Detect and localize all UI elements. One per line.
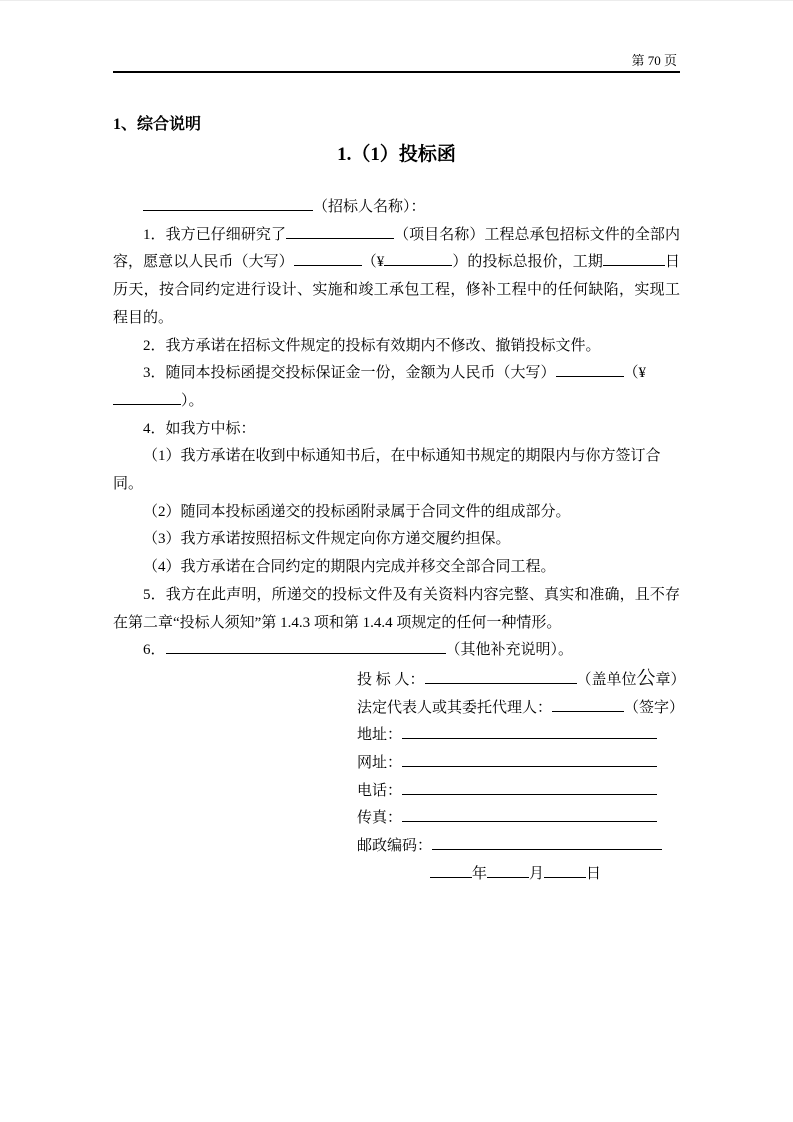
blank-line xyxy=(603,254,665,267)
text-run: 2．我方承诺在招标文件规定的投标有效期内不修改、撤销投标文件。 xyxy=(143,337,601,354)
blank-line xyxy=(143,198,313,211)
paragraph xyxy=(113,443,680,498)
paragraph xyxy=(113,526,680,554)
text-run: （盖单位 xyxy=(576,671,637,688)
blank-line xyxy=(402,754,657,767)
text-run: （3）我方承诺按照招标文件规定向你方递交履约担保。 xyxy=(143,531,511,548)
blank-line xyxy=(294,254,362,267)
signature-block xyxy=(357,665,686,889)
page-number: 第 70 页 xyxy=(628,51,680,73)
blank-line xyxy=(286,226,394,239)
blank-line xyxy=(432,837,662,850)
blank-line xyxy=(552,699,624,712)
text-run: 3．随同本投标函提交投标保证金一份，金额为人民币（大写） xyxy=(143,365,556,382)
paragraph xyxy=(113,222,680,333)
text-run: 1．我方已仔细研究了 xyxy=(143,226,287,243)
text-run: 日历天，按合同约定进行设计、实施和竣工承包工程，修补工程中的任何缺陷，实现工程目的。 xyxy=(113,254,680,326)
signature-line xyxy=(357,833,680,861)
text-run: 电话： xyxy=(357,782,403,799)
text-run: （招标人名称）： xyxy=(313,199,426,215)
blank-line xyxy=(166,642,446,655)
text-run-large: 公 xyxy=(636,667,656,689)
blank-line xyxy=(402,782,657,795)
text-run: （¥ xyxy=(361,254,385,271)
paragraph xyxy=(113,582,680,637)
blank-line xyxy=(113,392,181,405)
text-run: 章） xyxy=(655,671,686,688)
blank-line xyxy=(425,671,577,684)
blank-line xyxy=(544,865,586,878)
text-run: （其他补充说明）。 xyxy=(445,642,574,659)
text-run: 月 xyxy=(529,865,545,882)
blank-line xyxy=(430,865,472,878)
signature-line xyxy=(357,665,686,695)
text-run: （4）我方承诺在合同约定的期限内完成并移交全部合同工程。 xyxy=(143,559,556,576)
text-run: 传真： xyxy=(357,810,403,827)
paragraph xyxy=(113,499,680,527)
paragraph xyxy=(113,637,680,665)
paragraph xyxy=(113,194,680,222)
text-run: 地址： xyxy=(357,727,403,744)
paragraph xyxy=(113,333,680,361)
signature-line xyxy=(357,805,680,833)
text-run: （签字） xyxy=(624,699,685,716)
paragraph xyxy=(113,554,680,582)
text-run: （1）我方承诺在收到中标通知书后，在中标通知书规定的期限内与你方签订合同。 xyxy=(113,448,661,493)
page-header xyxy=(113,1,680,73)
text-run: 5．我方在此声明，所递交的投标文件及有关资料内容完整、真实和准确，且不存在第二章“投标人须知”第 1.4.3 项和第 1.4.4 项规定的任何一种情形。 xyxy=(113,586,680,631)
text-run: 4．如我方中标： xyxy=(143,420,256,437)
text-run: 邮政编码： xyxy=(357,838,433,855)
text-run: 网址： xyxy=(357,755,403,772)
text-run: ）的投标总报价，工期 xyxy=(452,254,603,271)
text-run: 日 xyxy=(586,865,602,882)
text-run: ）。 xyxy=(181,392,204,409)
text-run: （¥ xyxy=(623,365,647,382)
text-run: 年 xyxy=(472,865,488,882)
text-run: （项目名称）工程总承包招标文件的全部内容，愿意以人民币（大写） xyxy=(113,226,680,271)
blank-line xyxy=(487,865,529,878)
document-title: 1.（1）投标函 xyxy=(337,144,456,165)
blank-line xyxy=(402,810,657,823)
text-run: （2）随同本投标函递交的投标函附录属于合同文件的组成部分。 xyxy=(143,503,571,520)
paragraph xyxy=(113,360,680,415)
blank-line xyxy=(402,727,657,740)
signature-line xyxy=(357,722,680,750)
document-body xyxy=(113,194,680,665)
signature-line xyxy=(357,778,680,806)
text-run: 投 标 人： xyxy=(357,671,425,688)
signature-line xyxy=(357,750,680,778)
blank-line xyxy=(384,254,452,267)
text-run: 法定代表人或其委托代理人： xyxy=(357,699,553,716)
text-run: 6． xyxy=(143,642,166,659)
section-heading: 1、综合说明 xyxy=(113,116,202,133)
signature-line xyxy=(357,695,685,723)
paragraph xyxy=(113,416,680,444)
date-line xyxy=(357,861,680,889)
blank-line xyxy=(556,364,624,377)
